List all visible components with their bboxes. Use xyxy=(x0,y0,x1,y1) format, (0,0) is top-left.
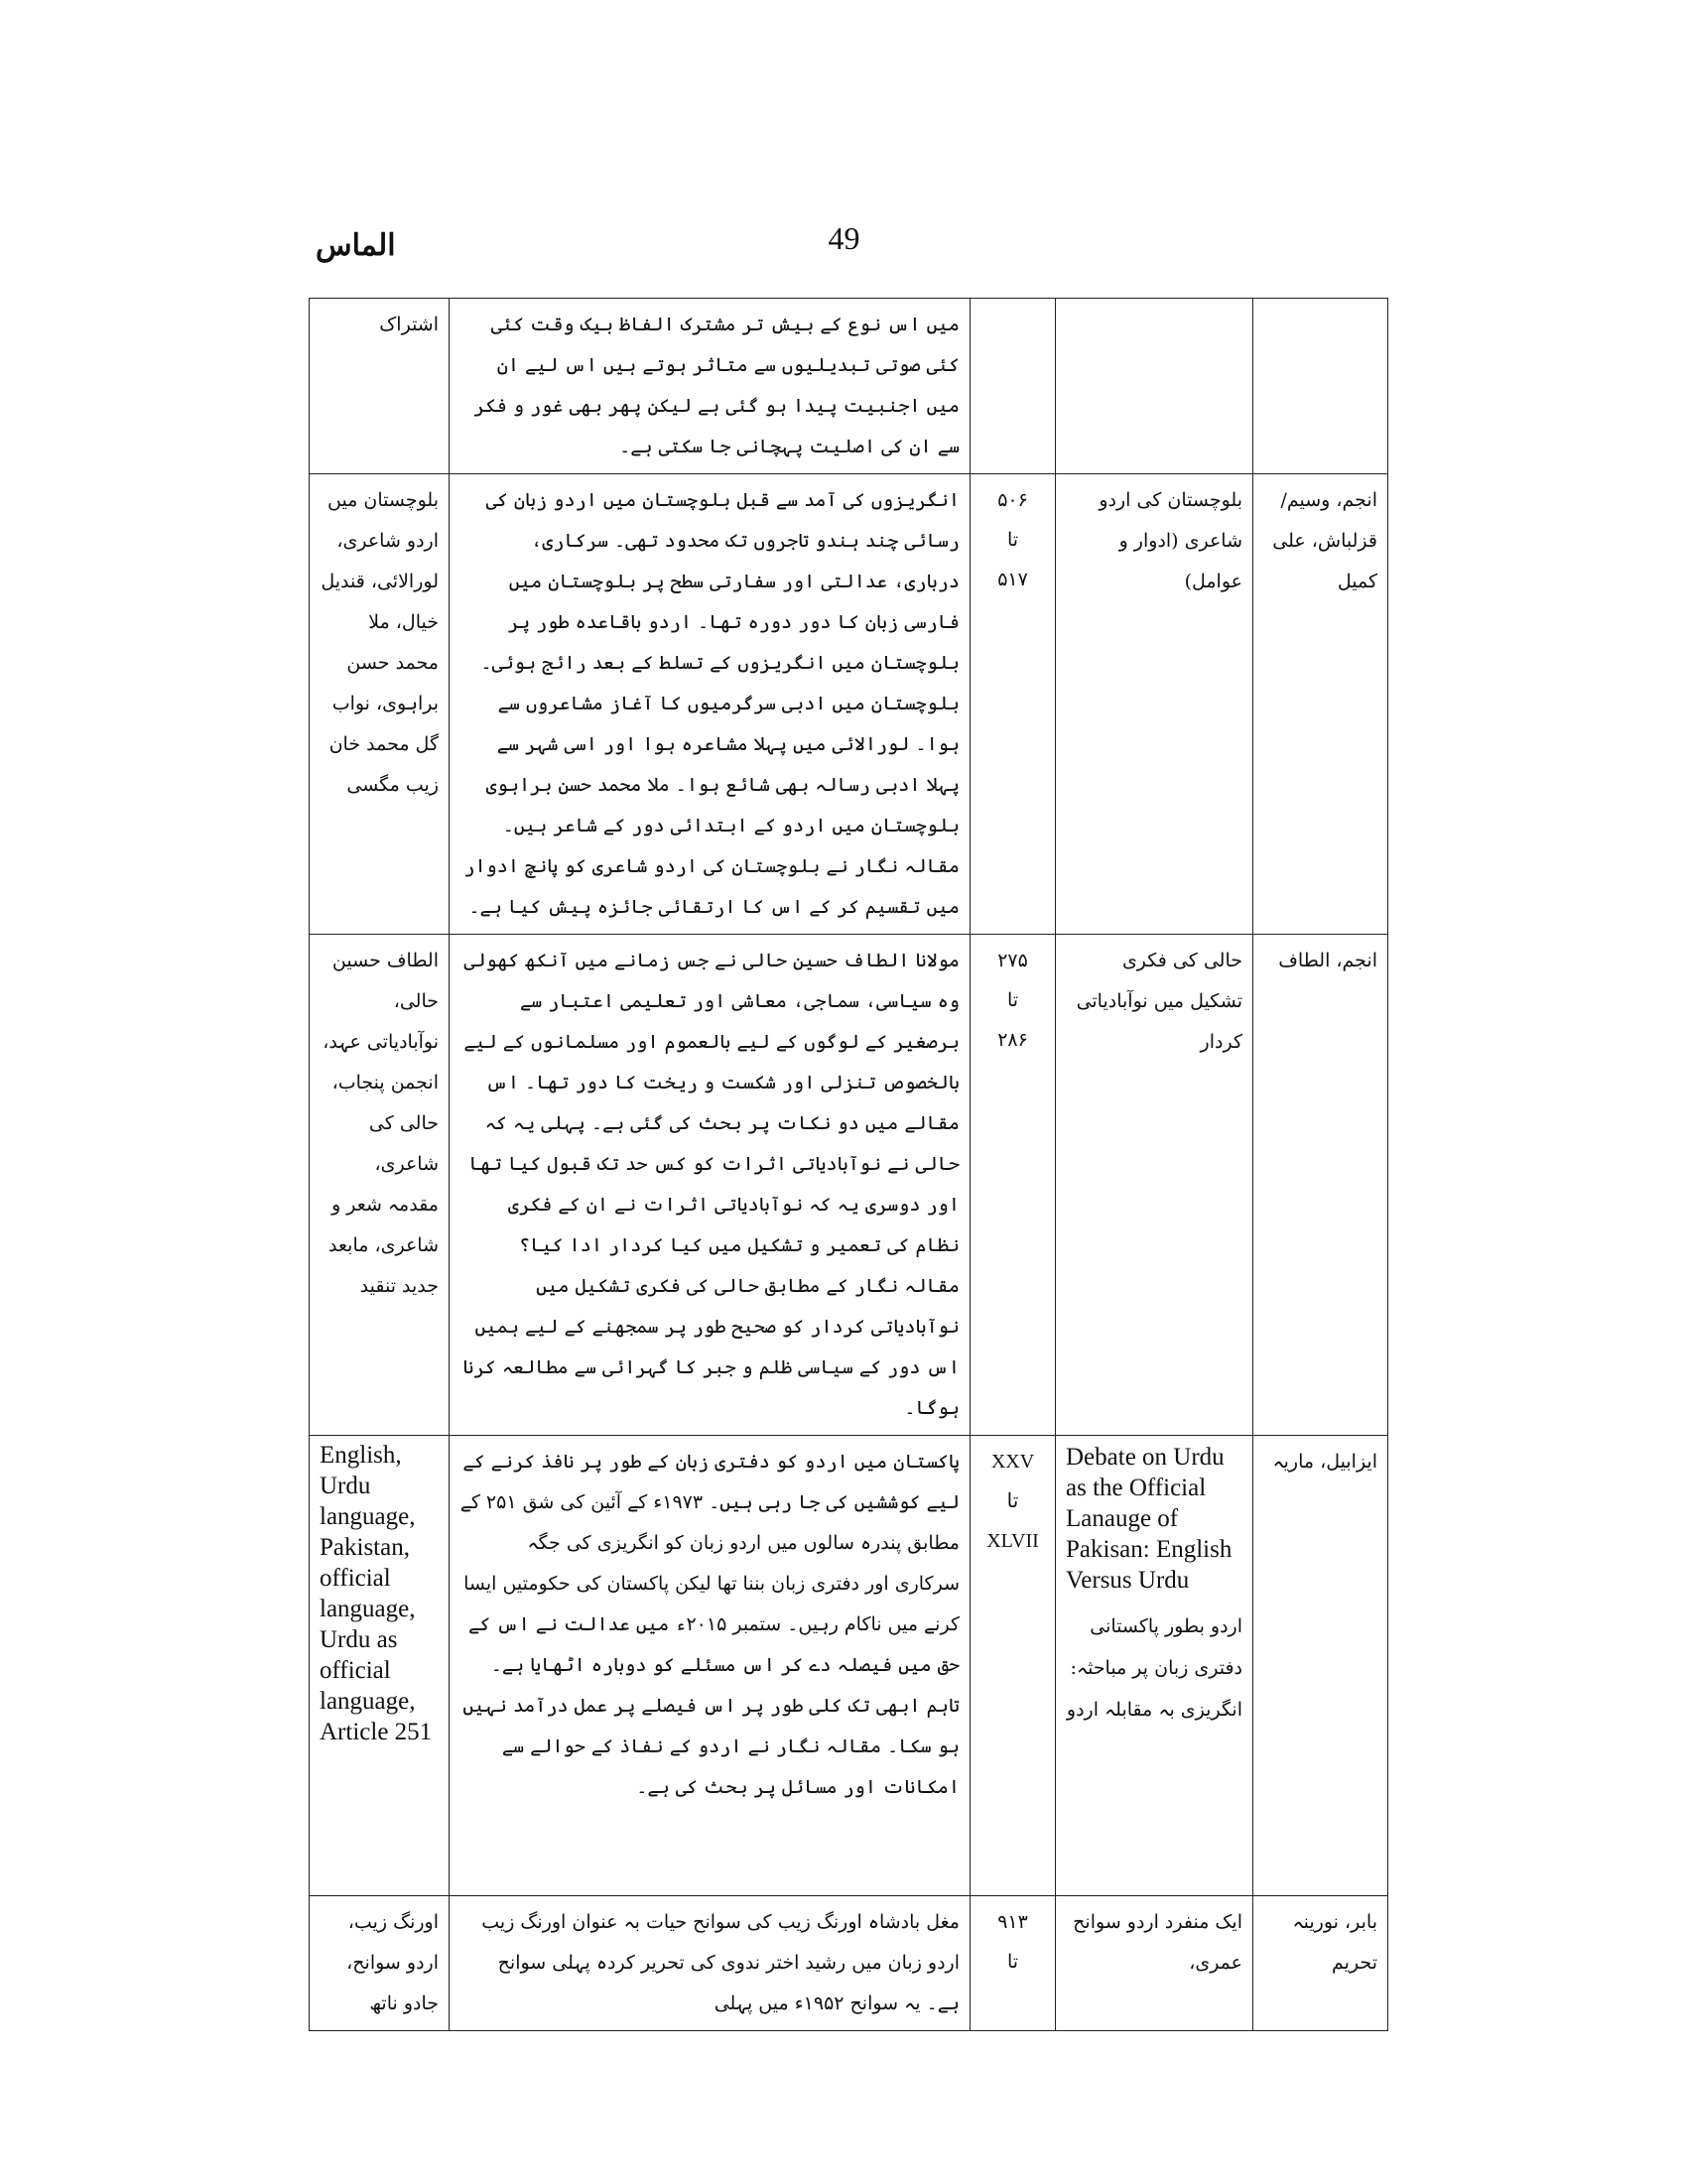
summary-cell: مغل بادشاہ اورنگ زیب کی سوانح حیات بہ عنوان اورنگ زیب اردو زبان میں رشید اختر ندوی کی تحریر کردہ پہلی سوانح ہے۔ یہ سوانح ۱۹۵۲ء میں پہلی xyxy=(450,1896,971,2031)
author-cell: انجم، الطاف xyxy=(1253,935,1388,1436)
page-end: ۵۱۷ xyxy=(997,569,1028,590)
table-row xyxy=(310,299,1388,474)
pages-cell xyxy=(971,299,1056,474)
page-start: ۹۱۳ xyxy=(997,1911,1028,1933)
author-cell: ایزابیل، ماریہ xyxy=(1253,1436,1388,1896)
journal-name: الماس xyxy=(316,228,396,263)
keywords-cell: اشتراک xyxy=(310,299,450,474)
keywords-cell: اورنگ زیب، اردو سوانح، جادو ناتھ xyxy=(310,1896,450,2031)
index-table xyxy=(309,298,1388,2031)
title-urdu: اردو بطور پاکستانی دفتری زبان پر مباحثہ: انگریزی بہ مقابلہ اردو xyxy=(1066,1615,1242,1721)
table-row xyxy=(310,474,1388,935)
page-start: ۵۰۶ xyxy=(997,489,1028,511)
title-cell: حالی کی فکری تشکیل میں نوآبادیاتی کردار xyxy=(1056,935,1253,1436)
author-cell: انجم، وسیم/ قزلباش، علی کمیل xyxy=(1253,474,1388,935)
title-cell: بلوچستان کی اردو شاعری (ادوار و عوامل) xyxy=(1056,474,1253,935)
keywords-cell: الطاف حسین حالی، نوآبادیاتی عہد، انجمن پنجاب، حالی کی شاعری، مقدمہ شعر و شاعری، مابعد جدید تنقید xyxy=(310,935,450,1436)
keywords-cell: بلوچستان میں اردو شاعری، لورالائی، قندیل خیال، ملا محمد حسن براہوی، نواب گل محمد خان زیب مگسی xyxy=(310,474,450,935)
summary-cell: پاکستان میں اردو کو دفتری زبان کے طور پر نافذ کرنے کے لیے کوششیں کی جا رہی ہیں۔ ۱۹۷۳ء کے آئین کی شق ۲۵۱ کے مطابق پندرہ سالوں میں اردو زبان کو انگریزی کی جگہ سرکاری اور دفتری زبان بننا تھا لیکن پاکستان کی حکومتیں ایسا کرنے میں ناکام رہیں۔ ستمبر ۲۰۱۵ء میں عدالت نے اس کے حق میں فیصلہ دے کر اس مسئلے کو دوبارہ اٹھایا ہے۔ تاہم ابھی تک کلی طور پر اس فیصلے پر عمل درآمد نہیں ہو سکا۔ مقالہ نگار نے اردو کے نفاذ کے حوالے سے امکانات اور مسائل پر بحث کی ہے۔ xyxy=(450,1436,971,1896)
page-to: تا xyxy=(1006,1951,1019,1973)
summary-cell: میں اس نوع کے بیش تر مشترک الفاظ بیک وقت کئی کئی صوتی تبدیلیوں سے متاثر ہوتے ہیں اس لیے ان میں اجنبیت پیدا ہو گئی ہے لیکن پھر بھی غور و فکر سے ان کی اصلیت پہچانی جا سکتی ہے۔ xyxy=(450,299,971,474)
pages-cell xyxy=(971,474,1056,935)
table-row xyxy=(310,1436,1388,1896)
author-cell xyxy=(1253,299,1388,474)
page-to: تا xyxy=(1006,989,1019,1011)
pages-cell xyxy=(971,1896,1056,2031)
title-cell xyxy=(1056,1436,1253,1896)
keywords-cell: English, Urdu language, Pakistan, official language, Urdu as official language, Article 251 xyxy=(310,1436,450,1896)
page-start: ۲۷۵ xyxy=(997,950,1028,971)
page-start: XXV xyxy=(990,1451,1035,1473)
summary-cell: انگریزوں کی آمد سے قبل بلوچستان میں اردو زبان کی رسائی چند ہندو تاجروں تک محدود تھی۔ سرکاری، درباری، عدالتی اور سفارتی سطح پر بلوچستان میں فارسی زبان کا دور دورہ تھا۔ اردو باقاعدہ طور پر بلوچستان میں انگریزوں کے تسلط کے بعد رائج ہوئی۔ بلوچستان میں ادبی سرگرمیوں کا آغاز مشاعروں سے ہوا۔ لورالائی میں پہلا مشاعرہ ہوا اور اسی شہر سے پہلا ادبی رسالہ بھی شائع ہوا۔ ملا محمد حسن براہوی بلوچستان میں اردو کے ابتدائی دور کے شاعر ہیں۔ مقالہ نگار نے بلوچستان کی اردو شاعری کو پانچ ادوار میں تقسیم کر کے اس کا ارتقائی جائزہ پیش کیا ہے۔ xyxy=(450,474,971,935)
author-cell: بابر، نورینہ تحریم xyxy=(1253,1896,1388,2031)
table-row xyxy=(310,1896,1388,2031)
page-end: XLVII xyxy=(986,1530,1039,1552)
pages-cell xyxy=(971,935,1056,1436)
title-cell: ایک منفرد اردو سوانح عمری، xyxy=(1056,1896,1253,2031)
page-to: تا xyxy=(1006,529,1019,551)
title-cell xyxy=(1056,299,1253,474)
page-to: تا xyxy=(1006,1490,1019,1512)
title-english: Debate on Urdu as the Official Lanauge of Pakisan: English Versus Urdu xyxy=(1066,1444,1233,1594)
pages-cell xyxy=(971,1436,1056,1896)
page-number: 49 xyxy=(828,220,860,256)
page-end: ۲۸۶ xyxy=(997,1029,1028,1051)
summary-cell: مولانا الطاف حسین حالی نے جس زمانے میں آنکھ کھولی وہ سیاسی، سماجی، معاشی اور تعلیمی اعتبار سے برصغیر کے لوگوں کے لیے بالعموم اور مسلمانوں کے لیے بالخصوص تنزلی اور شکست و ریخت کا دور تھا۔ اس مقالے میں دو نکات پر بحث کی گئی ہے۔ پہلی یہ کہ حالی نے نوآبادیاتی اثرات کو کس حد تک قبول کیا تھا اور دوسری یہ کہ نوآبادیاتی اثرات نے ان کے فکری نظام کی تعمیر و تشکیل میں کیا کردار ادا کیا؟ مقالہ نگار کے مطابق حالی کی فکری تشکیل میں نوآبادیاتی کردار کو صحیح طور پر سمجھنے کے لیے ہمیں اس دور کے سیاسی ظلم و جبر کا گہرائی سے مطالعہ کرنا ہوگا۔ xyxy=(450,935,971,1436)
table-row xyxy=(310,935,1388,1436)
